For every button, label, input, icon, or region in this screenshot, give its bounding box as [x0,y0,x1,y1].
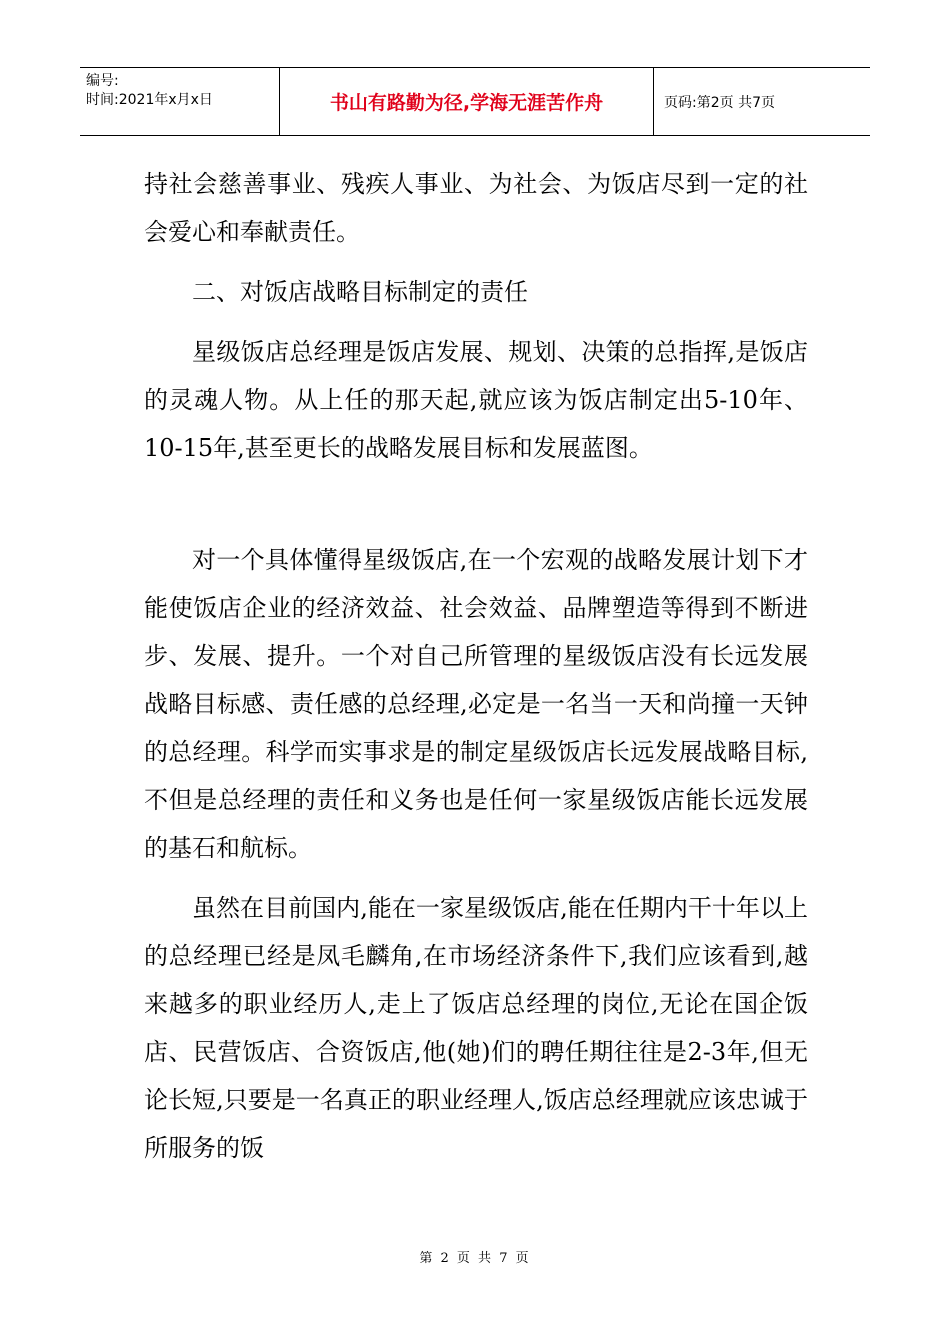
paragraph: 对一个具体懂得星级饭店,在一个宏观的战略发展计划下才能使饭店企业的经济效益、社会效益、品牌塑造等得到不断进步、发展、提升。一个对自己所管理的星级饭店没有长远发展战略目标感、责任感的总经理,必定是一名当一天和尚撞一天钟的总经理。科学而实事求是的制定星级饭店长远发展战略目标,不但是总经理的责任和义务也是任何一家星级饭店能长远发展的基石和航标。 [144,546,808,862]
page-header [80,67,870,136]
header-motto: 书山有路勤为径,学海无涯苦作舟 [280,68,654,135]
document-body [144,160,808,1172]
document-date-label: 时间:2021年x月x日 [86,92,213,108]
header-meta [80,68,280,135]
section-heading: 二、对饭店战略目标制定的责任 [192,278,528,306]
paragraph: 虽然在目前国内,能在一家星级饭店,能在任期内干十年以上的总经理已经是凤毛麟角,在市场经济条件下,我们应该看到,越来越多的职业经历人,走上了饭店总经理的岗位,无论在国企饭店、民营饭店、合资饭店,他(她)们的聘任期往往是2-3年,但无论长短,只要是一名真正的职业经理人,饭店总经理就应该忠诚于所服务的饭 [144,894,808,1162]
document-number-label: 编号: [86,73,119,89]
header-page-number: 页码:第2页 共7页 [664,94,775,111]
page-footer: 第 2 页 共 7 页 [419,1251,531,1266]
paragraph: 星级饭店总经理是饭店发展、规划、决策的总指挥,是饭店的灵魂人物。从上任的那天起,就应该为饭店制定出5-10年、10-15年,甚至更长的战略发展目标和发展蓝图。 [144,338,808,462]
paragraph-continuation: 持社会慈善事业、残疾人事业、为社会、为饭店尽到一定的社会爱心和奉献责任。 [144,170,808,246]
